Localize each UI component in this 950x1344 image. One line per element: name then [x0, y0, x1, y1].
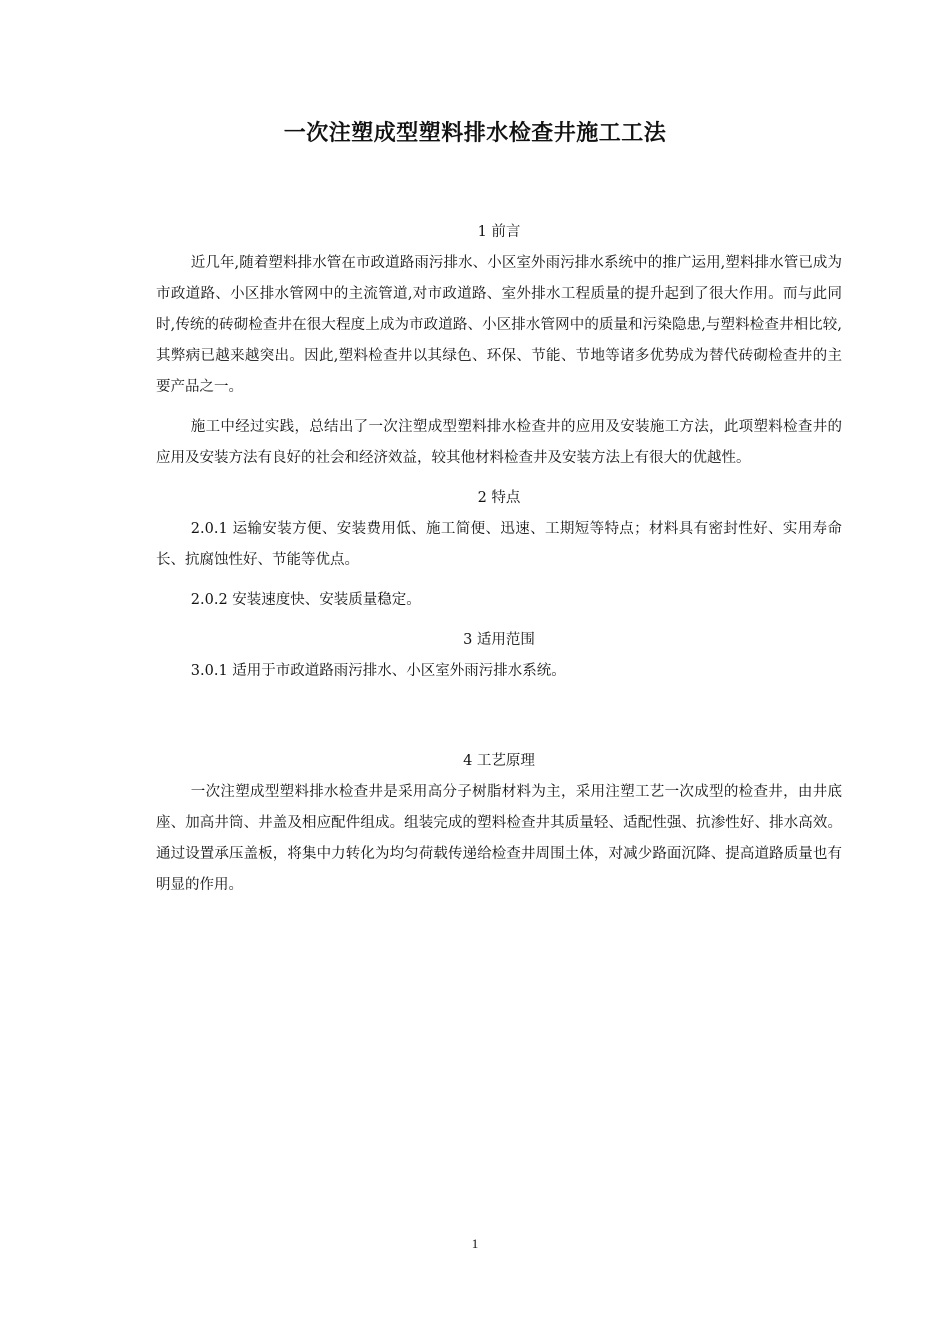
principle-paragraph-1: 一次注塑成型塑料排水检查井是采用高分子树脂材料为主，采用注塑工艺一次成型的检查井，由井底座、加高井筒、井盖及相应配件组成。组装完成的塑料检查井其质量轻、适配性强、抗渗性好、排水高效。通过设置承压盖板，将集中力转化为均匀荷载传递给检查井周围土体，对减少路面沉降、提高道路质量也有明显的作用。	[156, 784, 842, 893]
section-heading-scope: 3 适用范围	[463, 632, 535, 648]
section-heading-principle: 4 工艺原理	[463, 753, 535, 769]
section-heading-features: 2 特点	[477, 490, 521, 506]
document-title: 一次注塑成型塑料排水检查井施工工法	[283, 121, 667, 146]
features-paragraph-2: 2.0.2 安装速度快、安装质量稳定。	[190, 592, 421, 608]
preface-paragraph-2: 施工中经过实践，总结出了一次注塑成型塑料排水检查井的应用及安装施工方法，此项塑料检查井的应用及安装方法有良好的社会和经济效益，较其他材料检查井及安装方法上有很大的优越性。	[156, 419, 842, 466]
section-spacer	[156, 696, 842, 746]
scope-paragraph-1: 3.0.1 适用于市政道路雨污排水、小区室外雨污排水系统。	[190, 663, 566, 679]
page-number: 1	[471, 1236, 479, 1251]
section-heading-preface: 1 前言	[477, 224, 521, 240]
features-paragraph-1: 2.0.1 运输安装方便、安装费用低、施工简便、迅速、工期短等特点；材料具有密封性好、实用寿命长、抗腐蚀性好、节能等优点。	[156, 521, 842, 568]
preface-paragraph-1: 近几年,随着塑料排水管在市政道路雨污排水、小区室外雨污排水系统中的推广运用,塑料排水管已成为市政道路、小区排水管网中的主流管道,对市政道路、室外排水工程质量的提升起到了很大作用。而与此同时,传统的砖砌检查井在很大程度上成为市政道路、小区排水管网中的质量和污染隐患,与塑料检查井相比较,其弊病已越来越突出。因此,塑料检查井以其绿色、环保、节能、节地等诸多优势成为替代砖砌检查井的主要产品之一。	[156, 255, 842, 395]
document-body	[156, 217, 842, 910]
